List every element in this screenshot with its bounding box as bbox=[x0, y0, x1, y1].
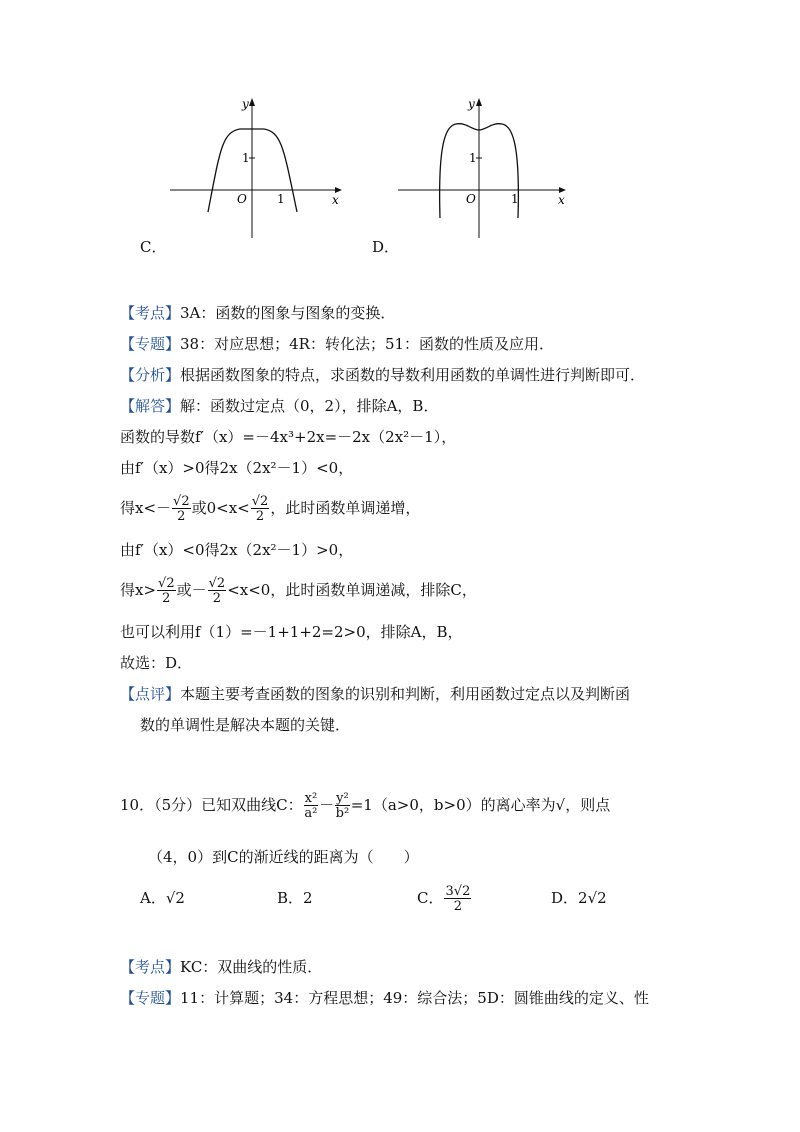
graph-d bbox=[390, 90, 590, 250]
q9-dianping-cont: 数的单调性是解决本题的关键． bbox=[140, 716, 351, 734]
graph-d-tick-y: 1 bbox=[469, 151, 477, 165]
graph-c-origin: O bbox=[237, 192, 247, 206]
q10-option-c[interactable]: C． $\frac{3√2}{2}$ bbox=[417, 884, 471, 914]
graph-c bbox=[160, 90, 360, 250]
q10-option-b[interactable]: B．2 bbox=[277, 889, 313, 907]
q9-pos-condition: 由f′（x）>0得2x（2x²－1）<0， bbox=[120, 459, 354, 477]
zhuanti-tag: 【专题】 bbox=[120, 335, 181, 353]
q10-option-d[interactable]: D．2√2 bbox=[551, 889, 607, 907]
fraction: $\frac{\text{x²}}{\text{a²}}$ bbox=[304, 791, 318, 821]
kaodian-tag: 【考点】 bbox=[120, 304, 181, 322]
q10-option-a[interactable]: A．√2 bbox=[140, 889, 185, 907]
graph-d-origin: O bbox=[466, 192, 476, 206]
graph-d-y-label: y bbox=[468, 97, 475, 111]
fraction: $\frac{√2}{2}$ bbox=[208, 576, 226, 606]
graph-c-tick-x: 1 bbox=[277, 192, 285, 206]
q9-fenxi bbox=[120, 362, 645, 388]
q9-neg-condition: 由f′（x）<0得2x（2x²－1）>0， bbox=[120, 541, 354, 559]
graph-d-tick-x: 1 bbox=[511, 192, 519, 206]
q9-f1-check: 也可以利用f（1）=－1+1+2=2>0，排除A，B， bbox=[120, 623, 463, 641]
graph-c-tick-y: 1 bbox=[242, 151, 250, 165]
graph-c-x-label: x bbox=[332, 193, 339, 207]
q9-increasing: 得x<－ $\frac{√2}{2}$ 或0<x< $\frac{√2}{2}$ ，此时函数单调递增， bbox=[120, 494, 421, 524]
q9-dianping bbox=[120, 681, 630, 707]
q9-choice: 故选：D． bbox=[120, 654, 193, 672]
fraction: $\frac{√2}{2}$ bbox=[173, 494, 190, 524]
fraction: $\frac{√2}{2}$ bbox=[251, 494, 269, 524]
zhuanti-text: 38：对应思想；4R：转化法；51：函数的性质及应用． bbox=[180, 335, 555, 353]
q9-zhuanti bbox=[120, 331, 554, 357]
q9-kaodian bbox=[120, 300, 395, 326]
fraction: $\frac{√2}{2}$ bbox=[158, 576, 175, 606]
fenxi-tag: 【分析】 bbox=[120, 366, 181, 384]
graph-d-option-label: D． bbox=[372, 238, 400, 256]
q10-kaodian: 【考点】KC：双曲线的性质． bbox=[120, 958, 323, 976]
fraction: $\frac{3√2}{2}$ bbox=[445, 884, 471, 914]
q9-decreasing: 得x> $\frac{√2}{2}$ 或－ $\frac{√2}{2}$ <x<0，此时函数单调递减，排除C， bbox=[120, 576, 477, 606]
jieda-text: 解：函数过定点（0，2），排除A，B． bbox=[180, 397, 439, 415]
jieda-tag: 【解答】 bbox=[120, 397, 181, 415]
dianping-text: 本题主要考查函数的图象的识别和判断，利用函数过定点以及判断函 bbox=[180, 685, 631, 703]
fraction: $\frac{\text{y²}}{\text{b²}}$ bbox=[335, 791, 350, 821]
graph-c-y-label: y bbox=[242, 97, 249, 111]
kaodian-text: 3A：函数的图象与图象的变换． bbox=[180, 304, 396, 322]
q9-derivative: 函数的导数f′（x）=－4x³+2x=－2x（2x²－1）， bbox=[120, 428, 457, 446]
q9-jieda bbox=[120, 393, 438, 419]
q10-zhuanti: 【专题】11：计算题；34：方程思想；49：综合法；5D：圆锥曲线的定义、性 bbox=[120, 989, 649, 1007]
q10-stem-line2: （4，0）到C的渐近线的距离为（ ） bbox=[148, 848, 419, 866]
q10-stem: 10．（5分）已知双曲线C： $\frac{\text{x²}}{\text{a²}}$ － $\frac{\text{y²}}{\text{b²}}$ =1（a>0，b>0）的离心率为√，则点 bbox=[120, 791, 611, 821]
graph-d-x-label: x bbox=[558, 193, 565, 207]
dianping-tag: 【点评】 bbox=[120, 685, 181, 703]
graph-c-option-label: C． bbox=[140, 238, 167, 256]
fenxi-text: 根据函数图象的特点，求函数的导数利用函数的单调性进行判断即可． bbox=[180, 366, 646, 384]
